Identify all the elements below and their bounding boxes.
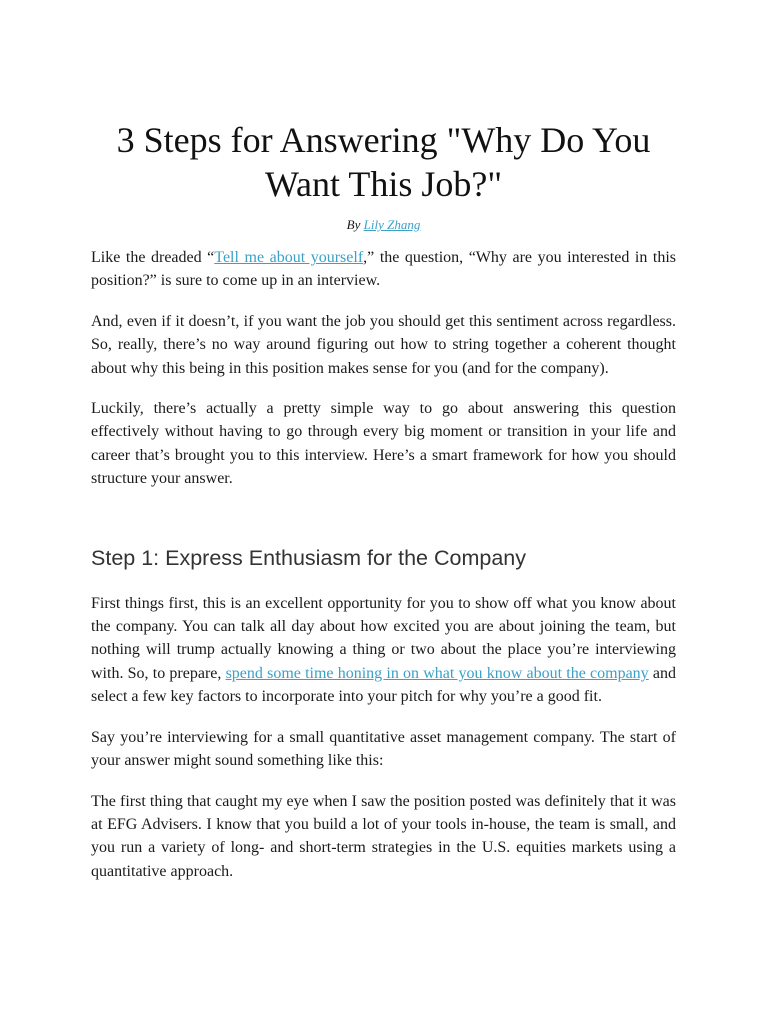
intro-text-before: Like the dreaded “ [91, 249, 215, 266]
paragraph-sentiment: And, even if it doesn’t, if you want the job you should get this sentiment across regardless. So, really, there’s no way around figuring out how to string together a coherent thought about why this being in this position makes sense for you (and for the company). [91, 312, 676, 377]
byline [91, 216, 676, 234]
paragraph-example-intro: Say you’re interviewing for a small quantitative asset management company. The start of your answer might sound something like this: [91, 728, 676, 770]
company-research-link[interactable]: spend some time honing in on what you know about the company [225, 664, 649, 682]
paragraph-intro [91, 246, 676, 293]
step1-text-before: First things first, this is an excellent opportunity for you to show off what you know about the company. You can talk all day about how excited you are about joining the team, but nothing will trump actually knowing a thing or two about the place you’re interviewing with. So, to prepare, [91, 594, 676, 682]
tell-me-about-yourself-link[interactable]: Tell me about yourself [214, 249, 364, 266]
intro-text-after: ,” the question, “Why are you interested in this position?” is sure to come up in an interview. [91, 249, 677, 290]
step1-heading: Step 1: Express Enthusiasm for the Company [91, 545, 526, 570]
byline-prefix: By [346, 217, 364, 232]
author-link[interactable]: Lily Zhang [363, 217, 421, 232]
paragraph-example-answer: The first thing that caught my eye when I saw the position posted was definitely that it was at EFG Advisers. I know that you build a lot of your tools in-house, the team is small, and you run a variety of long- and short-term strategies in the U.S. equities markets using a quantitative approach. [91, 792, 676, 880]
article-title: 3 Steps for Answering "Why Do You Want This Job?" [116, 120, 651, 204]
step1-text-after: and select a few key factors to incorporate into your pitch for why you’re a good fit. [91, 664, 676, 706]
paragraph-framework: Luckily, there’s actually a pretty simple way to go about answering this question effectively without having to go through every big moment or transition in your life and career that’s brought you to this interview. Here’s a smart framework for how you should structure your answer. [91, 400, 676, 488]
paragraph-step1 [91, 592, 676, 709]
article [91, 118, 676, 883]
